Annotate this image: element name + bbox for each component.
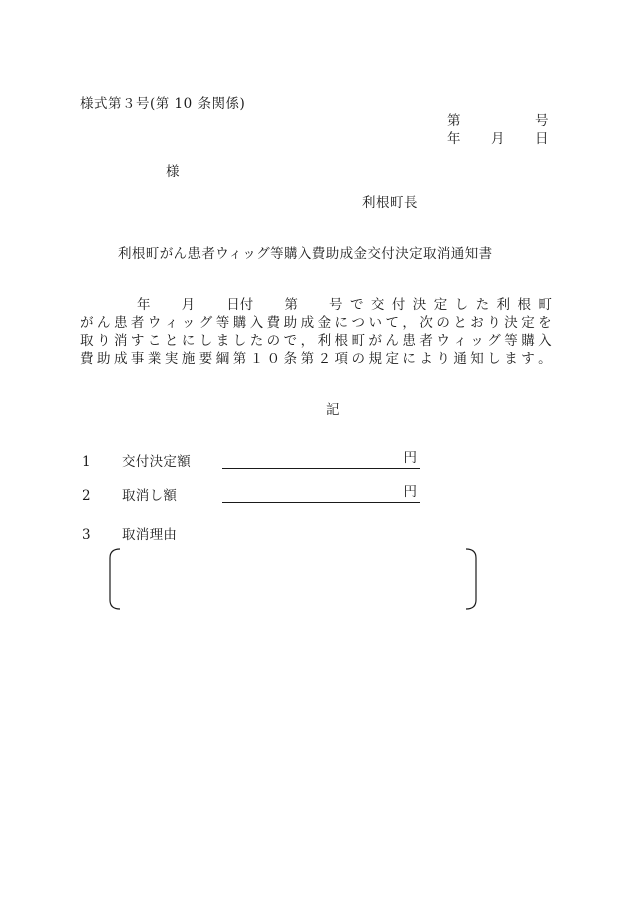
date-month: 月 <box>491 131 505 147</box>
number-dai: 第 <box>447 113 461 129</box>
cancel-amount-unit: 円 <box>403 484 417 500</box>
body-seg-rest: 号 で 交 付 決 定 し た 利 根 町 <box>329 297 552 313</box>
body-seg-day: 日付 <box>226 297 254 313</box>
body-seg-year: 年 <box>137 297 151 313</box>
reason-box-left-bracket <box>108 548 122 610</box>
body-line-4: 費 助 成 事 業 実 施 要 綱 第 １ ０ 条 第 ２ 項 の 規 定 に よ り 通 知 し ま す 。 <box>80 351 552 367</box>
body-seg-dai: 第 <box>284 297 298 313</box>
document-title: 利根町がん患者ウィッグ等購入費助成金交付決定取消通知書 <box>118 246 493 262</box>
item-3-number: 3 <box>82 527 91 543</box>
issuer-mayor: 利根町長 <box>362 195 418 211</box>
addressee-sama: 様 <box>166 164 180 180</box>
item-2-label: 取消し額 <box>122 488 178 504</box>
body-seg-month: 月 <box>181 297 196 313</box>
grant-amount-field <box>222 450 420 469</box>
body-line-1 <box>80 296 552 314</box>
date-day: 日 <box>535 131 549 147</box>
item-2-number: 2 <box>82 488 91 504</box>
item-1-label: 交付決定額 <box>122 454 191 470</box>
grant-amount-unit: 円 <box>403 450 417 466</box>
item-3-label: 取消理由 <box>122 527 178 543</box>
form-label: 様式第３号(第 10 条関係) <box>80 96 246 112</box>
ki-heading: 記 <box>326 402 340 418</box>
reason-box-right-bracket <box>464 548 478 610</box>
body-paragraph <box>80 296 552 368</box>
number-go: 号 <box>535 113 549 129</box>
date-year: 年 <box>447 131 461 147</box>
body-line-2: が ん 患 者 ウ ィ ッ グ 等 購 入 費 助 成 金 に つ い て ， 次 の と お り 決 定 を <box>80 315 552 331</box>
cancel-amount-field <box>222 484 420 503</box>
item-1-number: 1 <box>82 454 91 470</box>
body-line-3: 取 り 消 す こ と に し ま し た の で ， 利 根 町 が ん 患 者 ウ ィ ッ グ 等 購 入 <box>80 333 552 349</box>
